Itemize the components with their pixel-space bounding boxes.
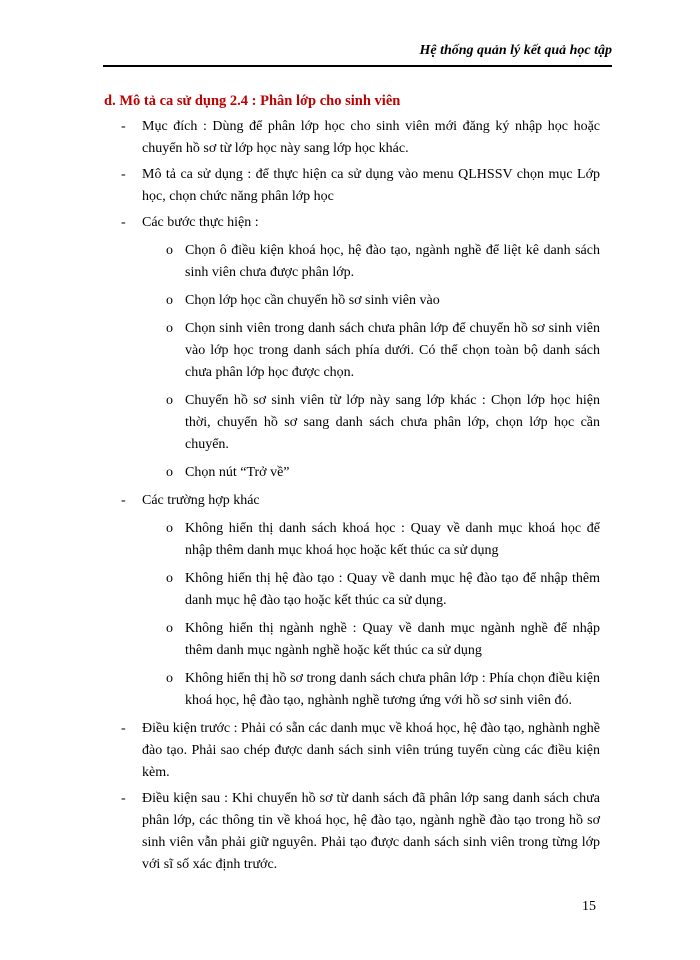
sub-list-item (142, 668, 600, 712)
list-item (104, 164, 600, 208)
list-item-text: Mô tả ca sử dụng : để thực hiện ca sử dụng vào menu QLHSSV chọn mục Lớp học, chọn chức năng phân lớp học (142, 167, 600, 204)
list-item-text: Các bước thực hiện : (142, 215, 259, 230)
list-item-text: Điều kiện trước : Phải có sẵn các danh mục về khoá học, hệ đào tạo, nghành nghề đào tạo. Phải sao chép được danh sách sinh viên trúng tuyển cùng các điều kiện kèm. (142, 721, 600, 780)
sub-list-item (142, 618, 600, 662)
sub-list (142, 518, 600, 712)
list-item-text: Điều kiện sau : Khi chuyển hồ sơ từ danh sách đã phân lớp sang danh sách chưa phân lớp, các thông tin về khoá học, hệ đào tạo, ngành nghề đào tạo trong hồ sơ sinh viên vẫn phải giữ nguyên. Phải tạo được danh sách sinh viên trong từng lớp với sĩ số xác định trước. (142, 791, 600, 872)
sub-list-item (142, 240, 600, 284)
circle-bullet-icon: o (166, 521, 173, 536)
list-item-text: Các trường hợp khác (142, 493, 260, 508)
sub-list-item (142, 518, 600, 562)
page-number: 15 (582, 899, 596, 914)
list-item (104, 212, 600, 484)
list-item (104, 490, 600, 712)
section-title: d. Mô tả ca sử dụng 2.4 : Phân lớp cho sinh viên (104, 93, 401, 109)
list-item (104, 788, 600, 876)
sub-list-item-text: Không hiển thị ngành nghề : Quay về danh mục ngành nghề để nhập thêm danh mục ngành nghề hoặc kết thúc ca sử dụng (185, 621, 600, 658)
circle-bullet-icon: o (166, 671, 173, 686)
circle-bullet-icon: o (166, 465, 173, 480)
document-body (104, 90, 600, 880)
sub-list-item-text: Không hiển thị danh sách khoá học : Quay về danh mục khoá học để nhập thêm danh mục khoá học hoặc kết thúc ca sử dụng (185, 521, 600, 558)
header-rule (103, 65, 612, 67)
sub-list-item-text: Không hiển thị hồ sơ trong danh sách chưa phân lớp : Phía chọn điều kiện khoá học, hệ đào tạo, nghành nghề tương ứng với hồ sơ sinh viên đó. (185, 671, 600, 708)
list-item (104, 718, 600, 784)
dash-bullet-icon: - (121, 791, 126, 806)
sub-list-item-text: Chọn ô điều kiện khoá học, hệ đào tạo, ngành nghề để liệt kê danh sách sinh viên chưa được phân lớp. (185, 243, 600, 280)
list-item (104, 116, 600, 160)
circle-bullet-icon: o (166, 293, 173, 308)
sub-list-item-text: Không hiển thị hệ đào tạo : Quay về danh mục hệ đào tạo để nhập thêm danh mục hệ đào tạo hoặc kết thúc ca sử dụng. (185, 571, 600, 608)
dash-bullet-icon: - (121, 721, 126, 736)
sub-list-item-text: Chọn sinh viên trong danh sách chưa phân lớp để chuyển hồ sơ sinh viên vào lớp học trong danh sách phía dưới. Có thể chọn toàn bộ danh sách chưa phân lớp học được chọn. (185, 321, 600, 380)
sub-list-item (142, 568, 600, 612)
item-list (104, 116, 600, 876)
sub-list-item (142, 462, 600, 484)
circle-bullet-icon: o (166, 321, 173, 336)
sub-list (142, 240, 600, 484)
sub-list-item (142, 390, 600, 456)
circle-bullet-icon: o (166, 571, 173, 586)
list-item-text: Mục đích : Dùng để phân lớp học cho sinh viên mới đăng ký nhập học hoặc chuyển hồ sơ từ lớp học này sang lớp học khác. (142, 119, 600, 156)
sub-list-item-text: Chuyển hồ sơ sinh viên từ lớp này sang lớp khác : Chọn lớp học hiện thời, chuyển hồ sơ sang danh sách chưa phân lớp, chọn lớp học cần chuyển. (185, 393, 600, 452)
sub-list-item-text: Chọn nút “Trở về” (185, 465, 290, 480)
sub-list-item (142, 290, 600, 312)
circle-bullet-icon: o (166, 243, 173, 258)
dash-bullet-icon: - (121, 215, 126, 230)
circle-bullet-icon: o (166, 393, 173, 408)
sub-list-item-text: Chọn lớp học cần chuyển hồ sơ sinh viên vào (185, 293, 440, 308)
dash-bullet-icon: - (121, 167, 126, 182)
sub-list-item (142, 318, 600, 384)
page-header-title: Hệ thống quản lý kết quả học tập (419, 43, 612, 58)
dash-bullet-icon: - (121, 119, 126, 134)
dash-bullet-icon: - (121, 493, 126, 508)
circle-bullet-icon: o (166, 621, 173, 636)
